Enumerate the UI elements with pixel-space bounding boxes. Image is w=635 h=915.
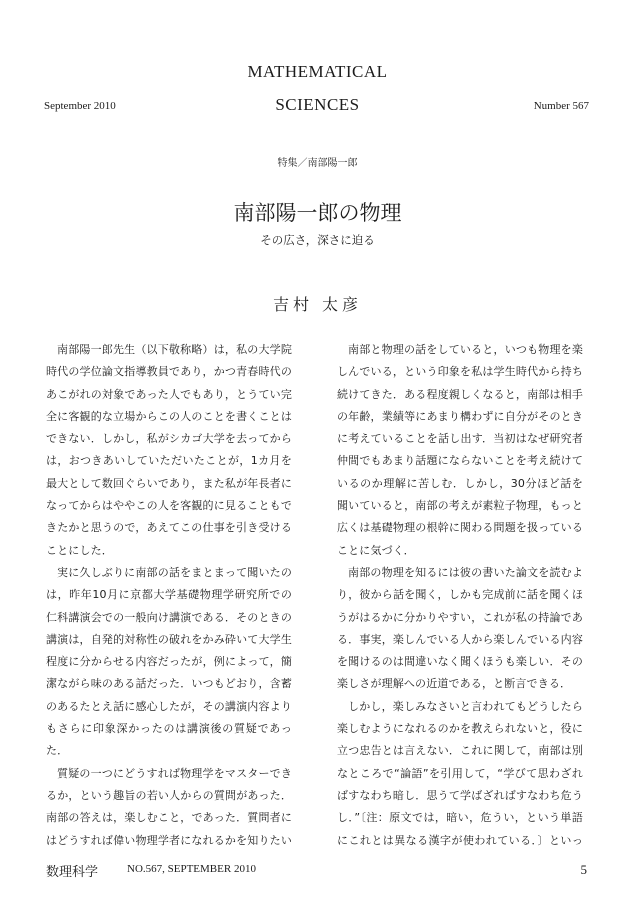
- issue-number: Number 567: [533, 100, 589, 112]
- footer-issue-info: NO.567, SEPTEMBER 2010: [127, 863, 256, 875]
- paragraph: 南部の物理を知るには彼の書いた論文を読むより，彼から話を聞く，しかも完成前に話を聞くほうがはるかに分かりやすい，これが私の持論である．事実，楽しんでいる人から楽しんでいる内容を聞けるのは間違いなく聞くほうも楽しい．その楽しさが理解への近道である，と断言できる．: [337, 565, 583, 691]
- article-title: 南部陽一郎の物理: [233, 201, 402, 225]
- issue-date: September 2010: [44, 100, 116, 112]
- body-column-left: [46, 339, 292, 849]
- masthead-subtitle: SCIENCES: [275, 95, 360, 114]
- author-name: 吉村 太彦: [272, 295, 363, 314]
- paragraph: 南部陽一郎先生（以下敬称略）は，私の大学院時代の学位論文指導教員であり，かつ青春時代のあこがれの対象であった人でもあり，とうてい完全に客観的な立場からこの人のことを書くことはできない．しかし，私がシカゴ大学を去ってからは，おつきあいしていただいたことが，1カ月を最大として数回ぐらいであり，また私が年長者になってからはややこの人を客観的に見ることもできたかと思うので，あえてこの仕事を引き受けることにした．: [46, 343, 292, 557]
- paragraph: 南部と物理の話をしていると，いつも物理を楽しんでいる，という印象を私は学生時代から持ち続けてきた．ある程度親しくなると，南部は相手の年齢，業績等にあまり構わずに自分がそのときに考えていることを話し出す．当初はなぜ研究者仲間でもあまり話題にならないことを考え続けているのか理解に苦しむ．しかし，30分ほど話を聞いていると，南部の考えが素粒子物理，もっと広くは基礎物理の根幹に関わる問題を扱っていることに気づく．: [337, 343, 583, 557]
- masthead-title: MATHEMATICAL: [247, 62, 388, 81]
- paragraph: しかし，楽しみなさいと言われてもどうしたら楽しむようになれるのかを教えられないと，役に立つ忠告とは言えない．これに関して，南部は別なところで“論語”を引用して，“学びて思わざればすなわち暗し．思うて学ばざればすなわち危うし．”〔注：原文では，暗い，危うい，という単語にこれとは異なる漢字が使われている．〕といっ: [337, 699, 583, 847]
- paragraph: 質疑の一つにどうすれば物理学をマスターできるか，という趣旨の若い人からの質問があった．南部の答えは，楽しむこと，であった．質問者にはどうすれば偉い物理学者になれるかを知りたい: [46, 766, 292, 847]
- body-column-right: [337, 339, 583, 849]
- article-subtitle: その広さ，深さに迫る: [260, 233, 375, 247]
- footer-journal-name: 数理科学: [46, 865, 99, 880]
- page-number: 5: [580, 862, 587, 877]
- feature-label: 特集／南部陽一郎: [277, 158, 358, 169]
- paragraph: 実に久しぶりに南部の話をまとまって聞いたのは，昨年10月に京都大学基礎物理学研究所での仁科講演会での一般向け講演である．そのときの講演は，自発的対称性の破れをかみ砕いて大学生程度に分からせる内容だったが，例によって，簡潔ながら味のある話だった．いつもどおり，含蓄のあるたとえ話に感心したが，その講演内容よりもさらに印象深かったのは講演後の質疑であった．: [46, 565, 292, 758]
